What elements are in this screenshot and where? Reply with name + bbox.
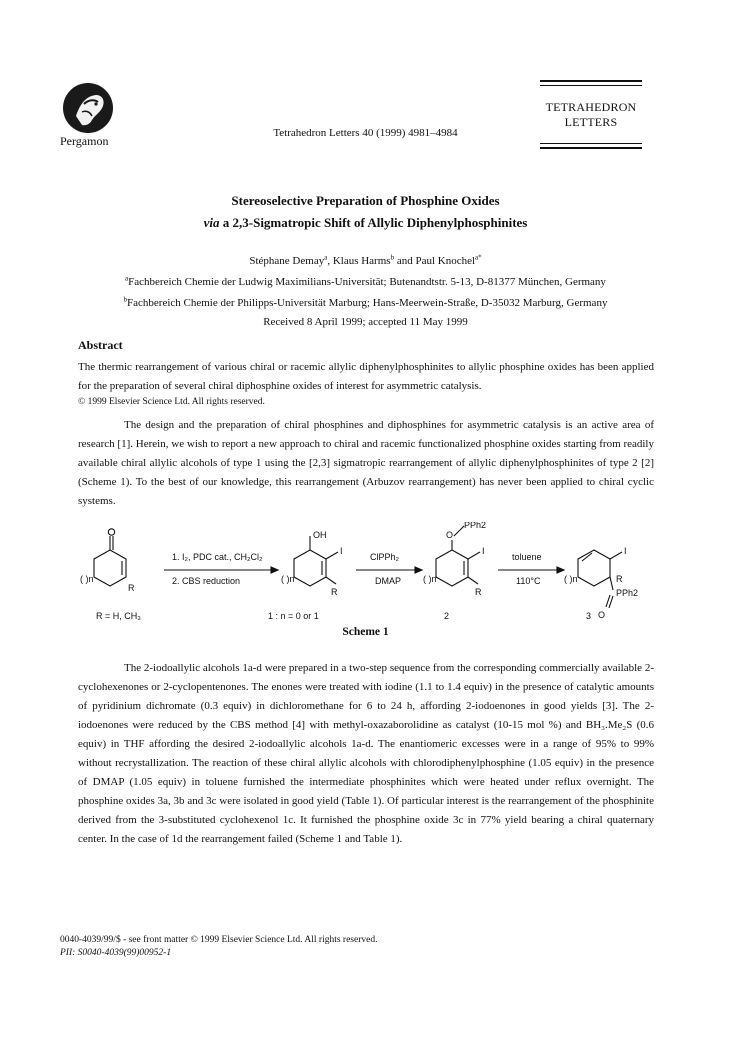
header-rule-top-2 [540,85,642,86]
author-3: and Paul Knochel [394,255,476,267]
iodoallylic-alcohol-1-structure [294,536,338,586]
footer-pii: PII: S0040-4039(99)00952-1 [60,948,172,958]
reagent-3-bottom: 110°C [516,576,541,586]
compound-1-label: 1 : n = 0 or 1 [268,611,319,621]
start-material-label: R = H, CH₃ [96,611,141,621]
reagent-1-line2: 2. CBS reduction [172,576,241,586]
iodo-label-1: I [340,546,343,556]
journal-name-line2: LETTERS [564,115,618,129]
abstract-heading: Abstract [78,338,123,352]
reagent-1-line1: 1. I₂, PDC cat., CH₂Cl₂ [172,552,263,562]
header-rule-bottom-2 [540,147,642,149]
substituent-r-1: R [128,583,135,593]
enone-structure [94,529,126,586]
article-title-line1: Stereoselective Preparation of Phosphine Oxides [231,193,500,208]
journal-reference: Tetrahedron Letters 40 (1999) 4981–4984 [273,127,458,139]
affiliation-b-marker: b [123,295,128,304]
compound-3-label: 3 [586,611,592,621]
title-via: via [203,215,220,230]
reagent-3-top: toluene [512,552,542,562]
substituent-r-4: R [616,574,623,584]
author-2-affil: b [390,253,395,262]
phosphinite-2-structure [436,526,480,586]
ring-size-bracket-1: ( )n [80,574,94,584]
affiliation-a-marker: a [125,274,129,283]
footer-copyright: 0040-4039/99/$ - see front matter © 1999 Elsevier Science Ltd. All rights reserved. [60,935,378,945]
received-dates: Received 8 April 1999; accepted 11 May 1999 [263,316,468,328]
reagent-2-bottom: DMAP [375,576,402,586]
compound-2-label: 2 [444,611,450,621]
ring-size-bracket-3: ( )n [423,574,437,584]
affiliation-a-text: Fachbereich Chemie der Ludwig Maximilians-Universität; Butenandtstr. 5-13, D-81377 München, Germany [128,276,606,288]
header-rule-bottom [540,143,642,144]
author-2: , Klaus Harms [327,255,391,267]
header-rule-top [540,80,642,82]
ring-size-bracket-4: ( )n [564,574,578,584]
affiliation-a [0,276,731,288]
phosphoryl-oxygen-label: O [598,610,606,620]
results-paragraph: The 2-iodoallylic alcohols 1a-d were prepared in a two-step sequence from the corresponding commercially available 2-cyclohexenones or 2-cyclopentenones. The enones were treated with iodine (1.1 to 1.4 equiv) in the presence of catalytic amounts of pyridinium dichromate (0.3 equiv) in dichloromethane for 6 to 24 h, affording 2-iodoenones in good yields [3]. The 2-iodoenones were reduced by the CBS method [4] with methyl-oxazaborolidine as catalyst (10-15 mol %) and BH₃.Me₂S (0.6 equiv) in THF affording the desired 2-iodoallylic alcohols 1a-d. The enantiomeric excesses were in a range of 95% to 99% without recrystallization. The reaction of these chiral allylic alcohols with chlorodiphenylphosphine (1.05 equiv) in the presence of DMAP (1.05 equiv) in toluene furnished the intermediate phosphinites which were heated under reflux overnight. The phosphine oxides 3a, 3b and 3c were isolated in good yield (Table 1). Of particular interest is the rearrangement of the phosphinite derived from the 3-substituted cyclohexenol 1c. It furnished the phosphine oxide 3c in 77% yield bearing a chiral quaternary center. In the case of 1d the rearrangement failed (Scheme 1 and Table 1). [78,662,654,845]
ring-size-bracket-2: ( )n [281,574,295,584]
journal-name-line1: TETRAHEDRON [545,100,637,114]
affiliation-b [0,297,731,309]
author-1: Stéphane Demay [249,255,325,267]
author-3-affil: a* [475,253,482,262]
pph2-label-3: PPh2 [616,588,639,598]
journal-name [540,100,642,130]
reagent-2-top: ClPPh₂ [370,552,400,562]
scheme-caption: Scheme 1 [342,626,389,638]
author-list [0,255,731,267]
title-line2-rest: a 2,3-Sigmatropic Shift of Allylic Diphenylphosphinites [219,215,528,230]
scheme-substituent-labels [80,522,638,620]
iodo-label-3: I [624,546,627,556]
substituent-r-3: R [475,587,482,597]
abstract-copyright: © 1999 Elsevier Science Ltd. All rights reserved. [78,397,265,407]
affiliation-b-text: Fachbereich Chemie der Philipps-Universität Marburg; Hans-Meerwein-Straße, D-35032 Marburg, Germany [127,297,608,309]
abstract-text: The thermic rearrangement of various chiral or racemic allylic diphenylphosphinites to allylic phosphine oxides has been applied for the preparation of several chiral diphosphine oxides of interest for asymmetric catalysis. [78,361,654,392]
scheme-1-diagram [78,522,668,630]
intro-paragraph: The design and the preparation of chiral phosphines and diphosphines for asymmetric catalysis is an active area of research [1]. Herein, we wish to report a new approach to chiral and racemic functionalized phosphine oxides starting from readily available chiral allylic alcohols of type 1 using the [2,3] sigmatropic rearrangement of allylic diphenylphosphinites of type 2 [2] (Scheme 1). To the best of our knowledge, this rearrangement (Arbuzov rearrangement) has never been applied to chiral cyclic systems. [78,419,654,507]
article-title-line2 [0,215,731,231]
author-1-affil: a [324,253,328,262]
hydroxyl-oh-label: OH [313,530,327,540]
publisher-name: Pergamon [60,134,109,148]
substituent-r-2: R [331,587,338,597]
pph2-label-2: PPh2 [464,522,487,530]
oxygen-label: O [446,530,454,540]
iodo-label-2: I [482,546,485,556]
